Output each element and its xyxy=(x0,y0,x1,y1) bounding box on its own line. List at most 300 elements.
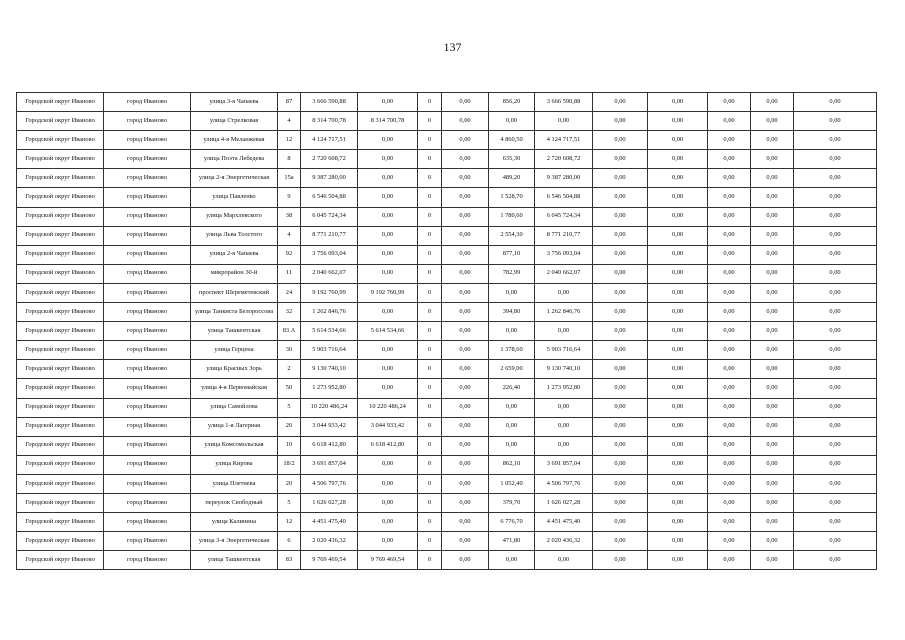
house-number-cell: 20 xyxy=(278,417,301,436)
cost-column-4-cell: 0,00 xyxy=(442,150,489,169)
area-column-5-cell: 379,70 xyxy=(489,493,535,512)
municipality-cell: Городской округ Иваново xyxy=(17,112,104,131)
area-column-5-cell: 394,80 xyxy=(489,303,535,322)
house-number-cell: 9 xyxy=(278,188,301,207)
house-number-cell: 4 xyxy=(278,226,301,245)
street-cell: улица 4-я Первомайская xyxy=(191,379,278,398)
cost-column-11-cell: 0,00 xyxy=(794,112,877,131)
cost-column-11-cell: 0,00 xyxy=(794,207,877,226)
cost-column-4-cell: 0,00 xyxy=(442,551,489,570)
house-number-cell: 5 xyxy=(278,398,301,417)
total-cost-cell: 4 451 475,40 xyxy=(301,513,358,532)
total-cost-cell: 9 130 740,10 xyxy=(301,360,358,379)
cost-column-2-cell: 5 614 534,66 xyxy=(358,322,418,341)
cost-column-8-cell: 0,00 xyxy=(648,93,708,112)
municipality-cell: Городской округ Иваново xyxy=(17,436,104,455)
municipality-cell: Городской округ Иваново xyxy=(17,513,104,532)
city-cell: город Иваново xyxy=(104,264,191,283)
cost-column-11-cell: 0,00 xyxy=(794,283,877,302)
table-row xyxy=(17,341,877,360)
cost-column-6-cell: 4 506 797,76 xyxy=(535,474,593,493)
cost-column-11-cell: 0,00 xyxy=(794,322,877,341)
area-column-5-cell: 1 528,70 xyxy=(489,188,535,207)
cost-column-4-cell: 0,00 xyxy=(442,207,489,226)
cost-column-7-cell: 0,00 xyxy=(593,493,648,512)
city-cell: город Иваново xyxy=(104,188,191,207)
area-column-5-cell: 1 052,40 xyxy=(489,474,535,493)
municipality-cell: Городской округ Иваново xyxy=(17,322,104,341)
cost-column-11-cell: 0,00 xyxy=(794,493,877,512)
cost-column-6-cell: 1 262 846,76 xyxy=(535,303,593,322)
cost-column-7-cell: 0,00 xyxy=(593,322,648,341)
street-cell: улица 2-я Чапаева xyxy=(191,245,278,264)
cost-column-4-cell: 0,00 xyxy=(442,341,489,360)
cost-column-11-cell: 0,00 xyxy=(794,264,877,283)
area-column-5-cell: 0,00 xyxy=(489,436,535,455)
cost-column-2-cell: 10 220 486,24 xyxy=(358,398,418,417)
cost-column-10-cell: 0,00 xyxy=(751,131,794,150)
city-cell: город Иваново xyxy=(104,474,191,493)
cost-column-8-cell: 0,00 xyxy=(648,360,708,379)
cost-column-6-cell: 3 756 093,04 xyxy=(535,245,593,264)
house-number-cell: 6 xyxy=(278,532,301,551)
cost-column-9-cell: 0,00 xyxy=(708,493,751,512)
city-cell: город Иваново xyxy=(104,150,191,169)
table-row xyxy=(17,551,877,570)
cost-column-4-cell: 0,00 xyxy=(442,245,489,264)
table-row xyxy=(17,436,877,455)
count-column-3-cell: 0 xyxy=(418,264,442,283)
city-cell: город Иваново xyxy=(104,207,191,226)
page-number: 137 xyxy=(443,40,462,54)
area-column-5-cell: 856,20 xyxy=(489,93,535,112)
city-cell: город Иваново xyxy=(104,245,191,264)
table-row xyxy=(17,226,877,245)
city-cell: город Иваново xyxy=(104,112,191,131)
cost-column-4-cell: 0,00 xyxy=(442,264,489,283)
area-column-5-cell: 4 860,50 xyxy=(489,131,535,150)
total-cost-cell: 9 769 469,54 xyxy=(301,551,358,570)
cost-column-7-cell: 0,00 xyxy=(593,169,648,188)
cost-column-10-cell: 0,00 xyxy=(751,303,794,322)
municipality-cell: Городской округ Иваново xyxy=(17,303,104,322)
area-column-5-cell: 2 554,30 xyxy=(489,226,535,245)
table-row xyxy=(17,398,877,417)
total-cost-cell: 1 262 846,76 xyxy=(301,303,358,322)
cost-column-11-cell: 0,00 xyxy=(794,532,877,551)
cost-column-8-cell: 0,00 xyxy=(648,283,708,302)
cost-column-11-cell: 0,00 xyxy=(794,150,877,169)
count-column-3-cell: 0 xyxy=(418,322,442,341)
cost-column-4-cell: 0,00 xyxy=(442,513,489,532)
municipality-cell: Городской округ Иваново xyxy=(17,360,104,379)
total-cost-cell: 3 044 933,42 xyxy=(301,417,358,436)
cost-column-8-cell: 0,00 xyxy=(648,245,708,264)
table-row xyxy=(17,379,877,398)
count-column-3-cell: 0 xyxy=(418,551,442,570)
cost-column-2-cell: 0,00 xyxy=(358,341,418,360)
city-cell: город Иваново xyxy=(104,398,191,417)
cost-column-6-cell: 6 546 504,88 xyxy=(535,188,593,207)
house-number-cell: 2 xyxy=(278,360,301,379)
total-cost-cell: 1 626 027,28 xyxy=(301,493,358,512)
cost-column-7-cell: 0,00 xyxy=(593,455,648,474)
cost-column-2-cell: 0,00 xyxy=(358,131,418,150)
house-number-cell: 5 xyxy=(278,493,301,512)
cost-column-2-cell: 0,00 xyxy=(358,226,418,245)
cost-column-9-cell: 0,00 xyxy=(708,226,751,245)
cost-column-6-cell: 3 666 590,88 xyxy=(535,93,593,112)
cost-column-8-cell: 0,00 xyxy=(648,341,708,360)
cost-column-11-cell: 0,00 xyxy=(794,436,877,455)
cost-column-9-cell: 0,00 xyxy=(708,245,751,264)
cost-column-11-cell: 0,00 xyxy=(794,188,877,207)
cost-column-2-cell: 0,00 xyxy=(358,360,418,379)
cost-column-7-cell: 0,00 xyxy=(593,207,648,226)
city-cell: город Иваново xyxy=(104,455,191,474)
city-cell: город Иваново xyxy=(104,93,191,112)
count-column-3-cell: 0 xyxy=(418,513,442,532)
cost-column-10-cell: 0,00 xyxy=(751,207,794,226)
cost-column-4-cell: 0,00 xyxy=(442,474,489,493)
cost-column-10-cell: 0,00 xyxy=(751,169,794,188)
count-column-3-cell: 0 xyxy=(418,131,442,150)
count-column-3-cell: 0 xyxy=(418,360,442,379)
street-cell: улица Поэта Лебедева xyxy=(191,150,278,169)
municipality-cell: Городской округ Иваново xyxy=(17,207,104,226)
street-cell: проспект Шереметевский xyxy=(191,283,278,302)
cost-column-2-cell: 0,00 xyxy=(358,455,418,474)
cost-column-8-cell: 0,00 xyxy=(648,207,708,226)
cost-column-2-cell: 9 769 469,54 xyxy=(358,551,418,570)
cost-column-9-cell: 0,00 xyxy=(708,150,751,169)
cost-column-2-cell: 3 044 933,42 xyxy=(358,417,418,436)
house-number-cell: 38 xyxy=(278,207,301,226)
cost-column-7-cell: 0,00 xyxy=(593,150,648,169)
count-column-3-cell: 0 xyxy=(418,226,442,245)
cost-column-8-cell: 0,00 xyxy=(648,398,708,417)
cost-column-4-cell: 0,00 xyxy=(442,322,489,341)
cost-column-9-cell: 0,00 xyxy=(708,207,751,226)
cost-column-4-cell: 0,00 xyxy=(442,169,489,188)
table-row xyxy=(17,303,877,322)
cost-column-9-cell: 0,00 xyxy=(708,474,751,493)
cost-column-8-cell: 0,00 xyxy=(648,150,708,169)
cost-column-9-cell: 0,00 xyxy=(708,417,751,436)
street-cell: улица Кирова xyxy=(191,455,278,474)
table-row xyxy=(17,264,877,283)
cost-column-8-cell: 0,00 xyxy=(648,169,708,188)
cost-column-7-cell: 0,00 xyxy=(593,360,648,379)
municipality-cell: Городской округ Иваново xyxy=(17,188,104,207)
cost-column-8-cell: 0,00 xyxy=(648,264,708,283)
house-number-cell: 11 xyxy=(278,264,301,283)
cost-column-4-cell: 0,00 xyxy=(442,417,489,436)
cost-column-10-cell: 0,00 xyxy=(751,398,794,417)
count-column-3-cell: 0 xyxy=(418,169,442,188)
municipality-cell: Городской округ Иваново xyxy=(17,417,104,436)
cost-column-7-cell: 0,00 xyxy=(593,245,648,264)
cost-column-6-cell: 3 691 857,04 xyxy=(535,455,593,474)
street-cell: улица Герцена xyxy=(191,341,278,360)
cost-column-10-cell: 0,00 xyxy=(751,551,794,570)
cost-column-8-cell: 0,00 xyxy=(648,455,708,474)
cost-column-10-cell: 0,00 xyxy=(751,150,794,169)
cost-column-8-cell: 0,00 xyxy=(648,493,708,512)
street-cell: улица 3-я Чапаева xyxy=(191,93,278,112)
cost-column-11-cell: 0,00 xyxy=(794,379,877,398)
city-cell: город Иваново xyxy=(104,551,191,570)
cost-column-10-cell: 0,00 xyxy=(751,532,794,551)
cost-column-7-cell: 0,00 xyxy=(593,417,648,436)
city-cell: город Иваново xyxy=(104,283,191,302)
cost-column-10-cell: 0,00 xyxy=(751,226,794,245)
cost-column-7-cell: 0,00 xyxy=(593,398,648,417)
table-row xyxy=(17,322,877,341)
cost-column-8-cell: 0,00 xyxy=(648,322,708,341)
cost-column-2-cell: 0,00 xyxy=(358,169,418,188)
table-row xyxy=(17,417,877,436)
area-column-5-cell: 0,00 xyxy=(489,283,535,302)
cost-column-6-cell: 4 124 717,51 xyxy=(535,131,593,150)
table-body xyxy=(17,93,877,570)
cost-column-6-cell: 4 451 475,40 xyxy=(535,513,593,532)
cost-column-11-cell: 0,00 xyxy=(794,455,877,474)
street-cell: микрорайон 30-й xyxy=(191,264,278,283)
total-cost-cell: 9 387 280,00 xyxy=(301,169,358,188)
cost-column-10-cell: 0,00 xyxy=(751,513,794,532)
total-cost-cell: 5 903 716,64 xyxy=(301,341,358,360)
cost-column-6-cell: 0,00 xyxy=(535,322,593,341)
cost-column-9-cell: 0,00 xyxy=(708,398,751,417)
city-cell: город Иваново xyxy=(104,131,191,150)
cost-column-11-cell: 0,00 xyxy=(794,341,877,360)
street-cell: улица 1-я Лагерная xyxy=(191,417,278,436)
cost-column-10-cell: 0,00 xyxy=(751,112,794,131)
area-column-5-cell: 1 780,60 xyxy=(489,207,535,226)
cost-column-9-cell: 0,00 xyxy=(708,322,751,341)
cost-column-11-cell: 0,00 xyxy=(794,360,877,379)
cost-column-9-cell: 0,00 xyxy=(708,513,751,532)
cost-column-8-cell: 0,00 xyxy=(648,226,708,245)
table-row xyxy=(17,207,877,226)
count-column-3-cell: 0 xyxy=(418,150,442,169)
cost-column-10-cell: 0,00 xyxy=(751,455,794,474)
table-row xyxy=(17,493,877,512)
total-cost-cell: 3 756 093,04 xyxy=(301,245,358,264)
city-cell: город Иваново xyxy=(104,360,191,379)
municipality-cell: Городской округ Иваново xyxy=(17,551,104,570)
count-column-3-cell: 0 xyxy=(418,455,442,474)
cost-column-7-cell: 0,00 xyxy=(593,474,648,493)
cost-column-6-cell: 9 387 280,00 xyxy=(535,169,593,188)
count-column-3-cell: 0 xyxy=(418,417,442,436)
table-row xyxy=(17,169,877,188)
count-column-3-cell: 0 xyxy=(418,245,442,264)
total-cost-cell: 8 771 210,77 xyxy=(301,226,358,245)
cost-column-4-cell: 0,00 xyxy=(442,398,489,417)
table-row xyxy=(17,131,877,150)
table-row xyxy=(17,360,877,379)
cost-column-7-cell: 0,00 xyxy=(593,226,648,245)
cost-column-8-cell: 0,00 xyxy=(648,131,708,150)
total-cost-cell: 3 691 857,04 xyxy=(301,455,358,474)
city-cell: город Иваново xyxy=(104,303,191,322)
cost-column-7-cell: 0,00 xyxy=(593,551,648,570)
street-cell: улица Плетнева xyxy=(191,474,278,493)
cost-column-11-cell: 0,00 xyxy=(794,398,877,417)
cost-column-2-cell: 0,00 xyxy=(358,474,418,493)
street-cell: улица Ташкентская xyxy=(191,551,278,570)
cost-column-2-cell: 8 314 700,78 xyxy=(358,112,418,131)
cost-column-4-cell: 0,00 xyxy=(442,112,489,131)
cost-column-4-cell: 0,00 xyxy=(442,532,489,551)
cost-column-10-cell: 0,00 xyxy=(751,245,794,264)
street-cell: улица Павленко xyxy=(191,188,278,207)
cost-column-4-cell: 0,00 xyxy=(442,455,489,474)
cost-column-10-cell: 0,00 xyxy=(751,188,794,207)
cost-column-11-cell: 0,00 xyxy=(794,169,877,188)
total-cost-cell: 3 666 590,88 xyxy=(301,93,358,112)
cost-column-2-cell: 0,00 xyxy=(358,207,418,226)
cost-column-10-cell: 0,00 xyxy=(751,341,794,360)
cost-column-4-cell: 0,00 xyxy=(442,360,489,379)
cost-column-7-cell: 0,00 xyxy=(593,513,648,532)
cost-column-7-cell: 0,00 xyxy=(593,93,648,112)
count-column-3-cell: 0 xyxy=(418,112,442,131)
cost-column-7-cell: 0,00 xyxy=(593,188,648,207)
cost-column-8-cell: 0,00 xyxy=(648,303,708,322)
cost-column-11-cell: 0,00 xyxy=(794,303,877,322)
area-column-5-cell: 1 378,60 xyxy=(489,341,535,360)
count-column-3-cell: 0 xyxy=(418,93,442,112)
cost-column-6-cell: 0,00 xyxy=(535,417,593,436)
house-number-cell: 50 xyxy=(278,379,301,398)
area-column-5-cell: 0,00 xyxy=(489,112,535,131)
cost-column-7-cell: 0,00 xyxy=(593,341,648,360)
cost-column-6-cell: 2 720 608,72 xyxy=(535,150,593,169)
cost-column-2-cell: 0,00 xyxy=(358,303,418,322)
cost-column-4-cell: 0,00 xyxy=(442,493,489,512)
count-column-3-cell: 0 xyxy=(418,474,442,493)
cost-column-9-cell: 0,00 xyxy=(708,379,751,398)
table-row xyxy=(17,150,877,169)
municipality-cell: Городской округ Иваново xyxy=(17,532,104,551)
cost-column-9-cell: 0,00 xyxy=(708,93,751,112)
municipality-cell: Городской округ Иваново xyxy=(17,493,104,512)
area-column-5-cell: 2 659,00 xyxy=(489,360,535,379)
area-column-5-cell: 782,99 xyxy=(489,264,535,283)
cost-column-2-cell: 9 192 760,99 xyxy=(358,283,418,302)
municipality-cell: Городской округ Иваново xyxy=(17,131,104,150)
city-cell: город Иваново xyxy=(104,379,191,398)
municipality-cell: Городской округ Иваново xyxy=(17,455,104,474)
city-cell: город Иваново xyxy=(104,417,191,436)
count-column-3-cell: 0 xyxy=(418,493,442,512)
cost-column-7-cell: 0,00 xyxy=(593,532,648,551)
table-row xyxy=(17,283,877,302)
city-cell: город Иваново xyxy=(104,169,191,188)
house-number-cell: 92 xyxy=(278,245,301,264)
total-cost-cell: 4 506 797,76 xyxy=(301,474,358,493)
cost-column-7-cell: 0,00 xyxy=(593,131,648,150)
table-row xyxy=(17,188,877,207)
repair-registry-table xyxy=(16,92,877,570)
cost-column-6-cell: 2 020 436,32 xyxy=(535,532,593,551)
count-column-3-cell: 0 xyxy=(418,379,442,398)
cost-column-4-cell: 0,00 xyxy=(442,379,489,398)
area-column-5-cell: 471,80 xyxy=(489,532,535,551)
cost-column-10-cell: 0,00 xyxy=(751,283,794,302)
cost-column-9-cell: 0,00 xyxy=(708,532,751,551)
cost-column-9-cell: 0,00 xyxy=(708,283,751,302)
cost-column-9-cell: 0,00 xyxy=(708,455,751,474)
cost-column-2-cell: 6 618 412,80 xyxy=(358,436,418,455)
cost-column-8-cell: 0,00 xyxy=(648,379,708,398)
cost-column-7-cell: 0,00 xyxy=(593,112,648,131)
count-column-3-cell: 0 xyxy=(418,283,442,302)
total-cost-cell: 1 273 952,80 xyxy=(301,379,358,398)
area-column-5-cell: 0,00 xyxy=(489,417,535,436)
municipality-cell: Городской округ Иваново xyxy=(17,283,104,302)
area-column-5-cell: 862,10 xyxy=(489,455,535,474)
cost-column-10-cell: 0,00 xyxy=(751,417,794,436)
table-row xyxy=(17,513,877,532)
cost-column-10-cell: 0,00 xyxy=(751,264,794,283)
house-number-cell: 12 xyxy=(278,131,301,150)
cost-column-7-cell: 0,00 xyxy=(593,264,648,283)
table-row xyxy=(17,93,877,112)
area-column-5-cell: 6 776,70 xyxy=(489,513,535,532)
cost-column-4-cell: 0,00 xyxy=(442,226,489,245)
municipality-cell: Городской округ Иваново xyxy=(17,226,104,245)
cost-column-10-cell: 0,00 xyxy=(751,93,794,112)
cost-column-11-cell: 0,00 xyxy=(794,226,877,245)
cost-column-7-cell: 0,00 xyxy=(593,436,648,455)
area-column-5-cell: 489,20 xyxy=(489,169,535,188)
cost-column-10-cell: 0,00 xyxy=(751,322,794,341)
cost-column-8-cell: 0,00 xyxy=(648,436,708,455)
cost-column-9-cell: 0,00 xyxy=(708,303,751,322)
cost-column-8-cell: 0,00 xyxy=(648,474,708,493)
cost-column-9-cell: 0,00 xyxy=(708,112,751,131)
cost-column-6-cell: 1 626 027,28 xyxy=(535,493,593,512)
cost-column-2-cell: 0,00 xyxy=(358,379,418,398)
city-cell: город Иваново xyxy=(104,341,191,360)
house-number-cell: 18/2 xyxy=(278,455,301,474)
street-cell: улица Мархлевского xyxy=(191,207,278,226)
street-cell: улица Стрелковая xyxy=(191,112,278,131)
cost-column-11-cell: 0,00 xyxy=(794,417,877,436)
street-cell: улица Красных Зорь xyxy=(191,360,278,379)
cost-column-8-cell: 0,00 xyxy=(648,188,708,207)
table-row xyxy=(17,455,877,474)
house-number-cell: 15а xyxy=(278,169,301,188)
area-column-5-cell: 635,30 xyxy=(489,150,535,169)
cost-column-2-cell: 0,00 xyxy=(358,245,418,264)
count-column-3-cell: 0 xyxy=(418,532,442,551)
street-cell: улица Самойлова xyxy=(191,398,278,417)
cost-column-7-cell: 0,00 xyxy=(593,283,648,302)
total-cost-cell: 6 045 724,34 xyxy=(301,207,358,226)
table-row xyxy=(17,245,877,264)
cost-column-9-cell: 0,00 xyxy=(708,436,751,455)
area-column-5-cell: 0,00 xyxy=(489,322,535,341)
cost-column-10-cell: 0,00 xyxy=(751,474,794,493)
street-cell: улица 4-я Меланжевая xyxy=(191,131,278,150)
municipality-cell: Городской округ Иваново xyxy=(17,379,104,398)
total-cost-cell: 10 220 486,24 xyxy=(301,398,358,417)
